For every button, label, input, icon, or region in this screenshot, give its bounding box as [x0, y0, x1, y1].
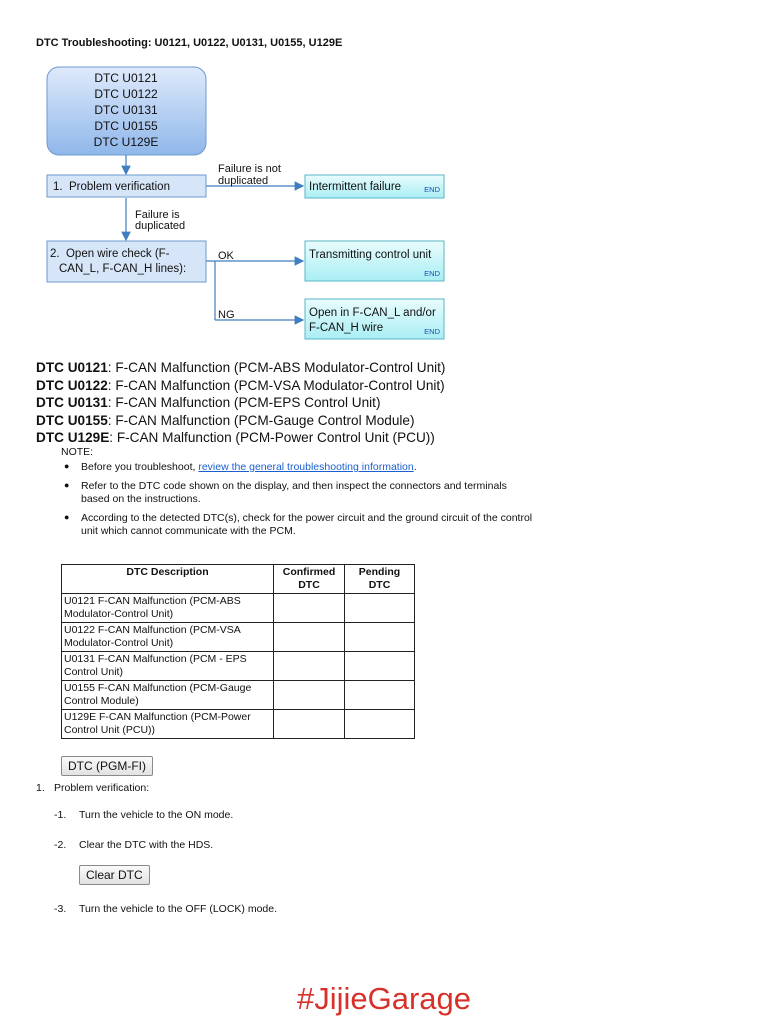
start-box-line: DTC U0121	[94, 71, 158, 85]
end-label: END	[424, 327, 440, 336]
end-label: END	[424, 269, 440, 278]
pending-dtc-cell	[345, 681, 415, 710]
note-bullet: ● Refer to the DTC code shown on the display, and then inspect the connectors and terminals based on the instructions.	[64, 480, 534, 506]
confirmed-dtc-cell	[274, 681, 345, 710]
start-box-line: DTC U0131	[94, 103, 158, 117]
clear-dtc-button[interactable]: Clear DTC	[79, 865, 150, 885]
dtc-description-cell: U0155 F-CAN Malfunction (PCM-Gauge Control Module)	[62, 681, 274, 710]
dtc-description-cell: U0121 F-CAN Malfunction (PCM-ABS Modulator-Control Unit)	[62, 594, 274, 623]
pending-dtc-cell	[345, 710, 415, 739]
dtc-definition-list	[36, 359, 445, 447]
duplicated-label: Failure is	[135, 209, 180, 221]
start-box-line: DTC U0155	[94, 119, 158, 133]
ok-label: OK	[218, 250, 234, 262]
confirmed-dtc-cell	[274, 710, 345, 739]
end-label: END	[424, 185, 440, 194]
ng-label: NG	[218, 309, 235, 321]
step2-label: 2. Open wire check (F-	[50, 248, 170, 260]
general-troubleshooting-link[interactable]: review the general troubleshooting information	[198, 461, 414, 473]
step-number: -2.	[54, 839, 67, 851]
open-wire-label: Open in F-CAN_L and/or	[309, 307, 436, 319]
pending-dtc-cell	[345, 623, 415, 652]
procedure-heading-number: 1.	[36, 782, 45, 794]
table-row	[62, 594, 415, 623]
duplicated-label: duplicated	[135, 220, 186, 232]
transmitting-control-unit-box	[305, 241, 444, 281]
step2-label: CAN_L, F-CAN_H lines):	[59, 263, 187, 275]
open-wire-label: F-CAN_H wire	[309, 322, 384, 334]
column-header: DTC Description	[62, 565, 274, 594]
note-bullet: ● According to the detected DTC(s), check for the power circuit and the ground circuit of the control unit which cannot communicate with the PCM.	[64, 512, 534, 538]
step-text: Turn the vehicle to the ON mode.	[79, 809, 234, 821]
table-row	[62, 652, 415, 681]
note-label: NOTE:	[61, 446, 94, 458]
dtc-pgm-fi-button[interactable]: DTC (PGM-FI)	[61, 756, 153, 776]
table-header-row	[62, 565, 415, 594]
table-row	[62, 681, 415, 710]
page-title: DTC Troubleshooting: U0121, U0122, U0131, U0155, U129E	[36, 37, 343, 49]
dtc-definition: DTC U0131: F-CAN Malfunction (PCM-EPS Control Unit)	[36, 395, 381, 410]
note-bullet: ● Before you troubleshoot, review the general troubleshooting information.	[64, 461, 534, 474]
step-number: -3.	[54, 903, 67, 915]
dtc-description-cell: U0131 F-CAN Malfunction (PCM - EPS Control Unit)	[62, 652, 274, 681]
step-text: Turn the vehicle to the OFF (LOCK) mode.	[79, 903, 278, 915]
dtc-definition: DTC U129E: F-CAN Malfunction (PCM-Power Control Unit (PCU))	[36, 430, 435, 445]
confirmed-dtc-cell	[274, 623, 345, 652]
not-duplicated-label: Failure is not	[218, 163, 281, 175]
note-bullets	[64, 461, 534, 544]
table-row	[62, 710, 415, 739]
intermittent-failure-label: Intermittent failure	[309, 181, 402, 193]
dtc-definition: DTC U0121: F-CAN Malfunction (PCM-ABS Modulator-Control Unit)	[36, 360, 446, 375]
watermark: #JijieGarage	[296, 981, 472, 1016]
dtc-description-cell: U0122 F-CAN Malfunction (PCM-VSA Modulator-Control Unit)	[62, 623, 274, 652]
dtc-status-table	[61, 564, 415, 739]
confirmed-dtc-cell	[274, 652, 345, 681]
pending-dtc-cell	[345, 594, 415, 623]
procedure-heading: Problem verification:	[54, 782, 150, 794]
dtc-description-cell: U129E F-CAN Malfunction (PCM-Power Control Unit (PCU))	[62, 710, 274, 739]
start-box-line: DTC U129E	[93, 135, 159, 149]
start-box-line: DTC U0122	[94, 87, 158, 101]
step1-label: 1. Problem verification	[53, 181, 170, 193]
transmitting-control-unit-label: Transmitting control unit	[309, 249, 432, 261]
troubleshooting-flowchart	[0, 0, 768, 350]
column-header: Pending DTC	[345, 565, 415, 594]
dtc-definition: DTC U0155: F-CAN Malfunction (PCM-Gauge Control Module)	[36, 412, 415, 428]
dtc-definition: DTC U0122: F-CAN Malfunction (PCM-VSA Modulator-Control Unit)	[36, 377, 445, 393]
not-duplicated-label: duplicated	[218, 175, 269, 187]
confirmed-dtc-cell	[274, 594, 345, 623]
step-number: -1.	[54, 809, 67, 821]
column-header: Confirmed DTC	[274, 565, 345, 594]
table-row	[62, 623, 415, 652]
step-text: Clear the DTC with the HDS.	[79, 839, 214, 851]
pending-dtc-cell	[345, 652, 415, 681]
